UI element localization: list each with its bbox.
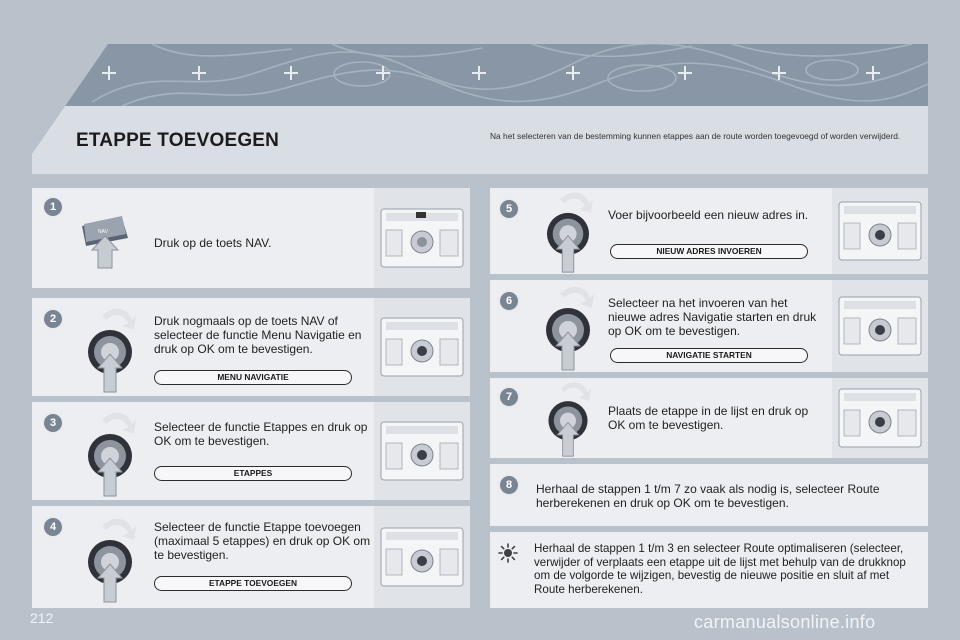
header-banner: [32, 44, 928, 174]
step-number-badge: 2: [42, 308, 64, 330]
radio-device-icon: [838, 388, 922, 448]
step-number-badge: 5: [498, 198, 520, 220]
step-card-5: [490, 188, 928, 274]
step-number-badge: 1: [42, 196, 64, 218]
device-screen: [832, 280, 928, 372]
sun-tip-icon: [498, 543, 518, 563]
step-card-7: [490, 378, 928, 458]
step-number-badge: 8: [498, 474, 520, 496]
rotary-knob-icon: [540, 378, 596, 458]
menu-option-pill[interactable]: ETAPPE TOEVOEGEN: [154, 576, 352, 591]
device-screen: [374, 402, 470, 500]
watermark: carmanualsonline.info: [694, 612, 876, 632]
nav-key-label: NAV: [98, 229, 108, 235]
step-text: Selecteer de functie Etappes en druk op OK om te bevestigen.: [154, 420, 368, 448]
step-card-2: [32, 298, 470, 396]
tip-text: Herhaal de stappen 1 t/m 3 en selecteer Route optimaliseren (selecteer, verwijder of verplaats een etappe uit de lijst met behulp van de drukknop om de volgorde te wijzigen, bevestig de nieuwe positie en sluit af met Route herberekenen.: [534, 542, 906, 596]
step-card-1: [32, 188, 470, 288]
step-text: Voer bijvoorbeeld een nieuw adres in.: [608, 208, 809, 222]
step-card-6: [490, 280, 928, 372]
radio-device-icon: [380, 421, 464, 481]
menu-option-pill[interactable]: MENU NAVIGATIE: [154, 370, 352, 385]
topographic-pattern: [32, 44, 928, 106]
device-screen: [374, 188, 470, 288]
radio-device-icon: [380, 317, 464, 377]
step-card-4: [32, 506, 470, 608]
page-number: 212: [30, 610, 54, 626]
device-screen: [374, 298, 470, 396]
tip-card: [490, 532, 928, 608]
step-card-8: [490, 464, 928, 526]
rotary-knob-icon: [82, 304, 138, 394]
banner-pattern: [32, 44, 928, 106]
device-screen: [374, 506, 470, 608]
step-text: Herhaal de stappen 1 t/m 7 zo vaak als nodig is, selecteer Route herberekenen en druk op OK om te bevestigen.: [536, 482, 880, 510]
nav-key-icon: [78, 212, 132, 272]
step-number-badge: 3: [42, 412, 64, 434]
rotary-knob-icon: [540, 282, 596, 372]
step-number-badge: 4: [42, 516, 64, 538]
menu-option-pill[interactable]: NAVIGATIE STARTEN: [610, 348, 808, 363]
step-text: Plaats de etappe in de lijst en druk op OK om te bevestigen.: [608, 404, 809, 432]
device-screen: [832, 188, 928, 274]
rotary-knob-icon: [82, 514, 138, 604]
menu-option-pill[interactable]: NIEUW ADRES INVOEREN: [610, 244, 808, 259]
step-text: Druk nogmaals op de toets NAV of selecteer de functie Menu Navigatie en druk op OK om te bevestigen.: [154, 314, 362, 356]
menu-option-pill[interactable]: ETAPPES: [154, 466, 352, 481]
step-number-badge: 6: [498, 290, 520, 312]
device-screen: [832, 378, 928, 458]
step-text: Druk op de toets NAV.: [154, 236, 272, 250]
radio-device-icon: [380, 527, 464, 587]
step-text: Selecteer de functie Etappe toevoegen (maximaal 5 etappes) en druk op OK om te bevestigen.: [154, 520, 371, 562]
radio-device-icon: [838, 201, 922, 261]
intro-text: Na het selecteren van de bestemming kunnen etappes aan de route worden toegevoegd of worden verwijderd.: [490, 131, 901, 141]
step-card-3: [32, 402, 470, 500]
rotary-knob-icon: [540, 188, 596, 274]
page-title: ETAPPE TOEVOEGEN: [76, 130, 280, 151]
rotary-knob-icon: [82, 408, 138, 498]
radio-device-icon: [380, 208, 464, 268]
step-number-badge: 7: [498, 386, 520, 408]
radio-device-icon: [838, 296, 922, 356]
step-text: Selecteer na het invoeren van het nieuwe adres Navigatie starten en druk op OK om te bevestigen.: [608, 296, 817, 338]
